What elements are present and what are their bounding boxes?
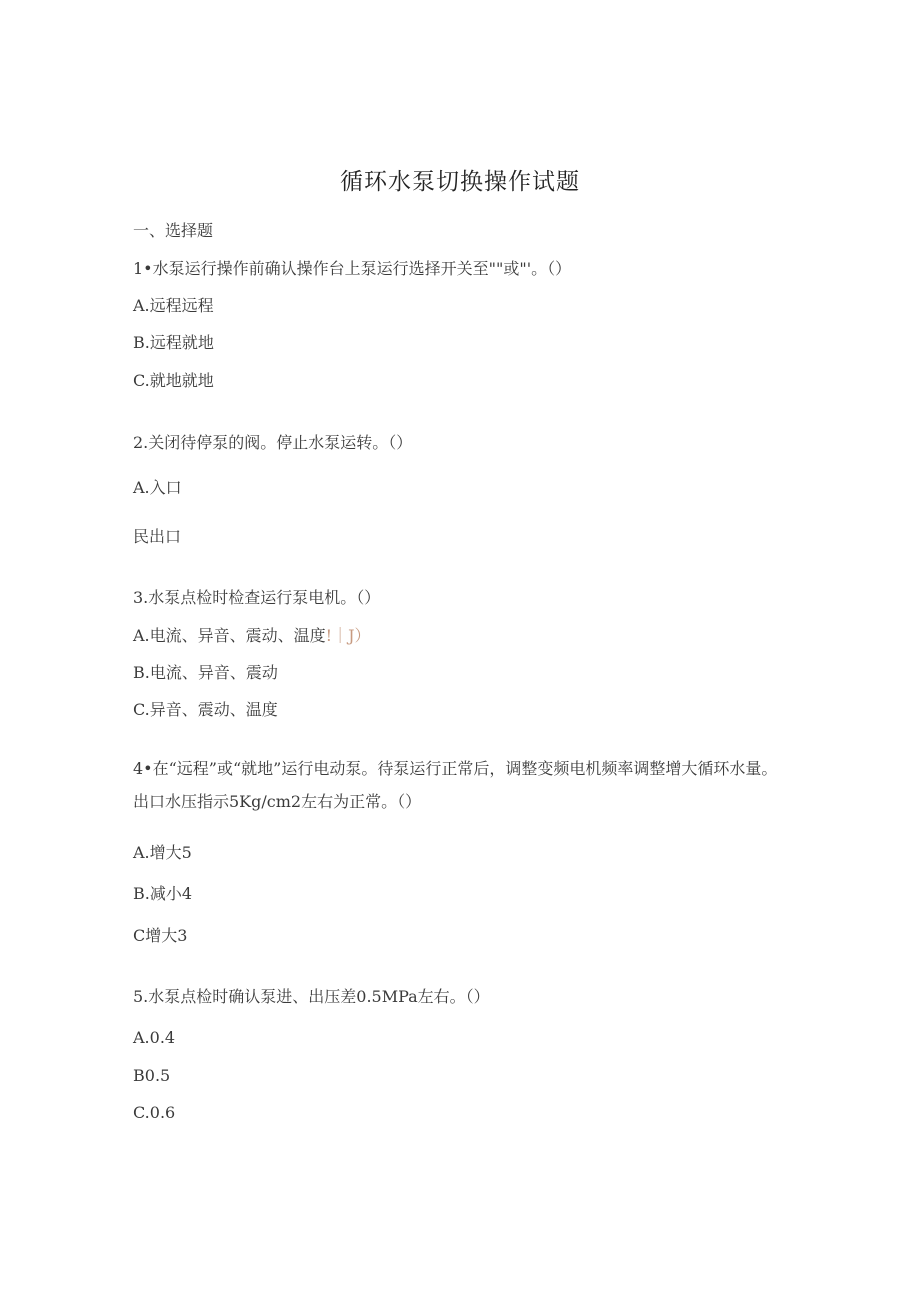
question-2-option-a: A.入口 [133,478,182,497]
question-1-option-b: B.远程就地 [133,333,214,352]
question-2-stem: 2.关闭待停泵的阀。停止水泵运转。（） [133,433,413,452]
question-1-option-a: A.远程远程 [133,296,214,315]
section-heading: 一、选择题 [133,221,214,240]
question-3-option-a-text: A.电流、异音、震动、温度 [133,626,326,645]
question-4-option-b: B.减小4 [133,884,193,903]
question-1-stem: 1•水泵运行操作前确认操作台上泵运行选择开关至""或"'。（） [133,259,572,278]
question-3-option-b: B.电流、异音、震动 [133,663,278,682]
document-title: 循环水泵切换操作试题 [340,169,580,195]
question-4-option-c: C增大3 [133,926,188,945]
question-5-option-b: B0.5 [133,1066,171,1085]
question-2-option-b: 民出口 [133,527,182,546]
question-4-option-a: A.增大5 [133,843,192,862]
question-5-option-c: C.0.6 [133,1103,176,1122]
question-5-option-a: A.0.4 [133,1028,176,1047]
question-3-stem: 3.水泵点检时检查运行泵电机。（） [133,588,381,607]
question-4-stem: 4•在“远程”或“就地”运行电动泵。待泵运行正常后，调整变频电机频率调整增大循环水量。出口水压指示5Kg∕cm2左右为正常。（） [133,759,778,811]
question-5-stem: 5.水泵点检时确认泵进、出压差0.5MPa左右。（） [133,987,490,1006]
question-1-option-c: C.就地就地 [133,371,214,390]
question-3-option-c: C.异音、震动、温度 [133,700,278,719]
question-3-option-a-mark: !｜J） [325,626,371,645]
question-3-option-a [133,623,371,646]
